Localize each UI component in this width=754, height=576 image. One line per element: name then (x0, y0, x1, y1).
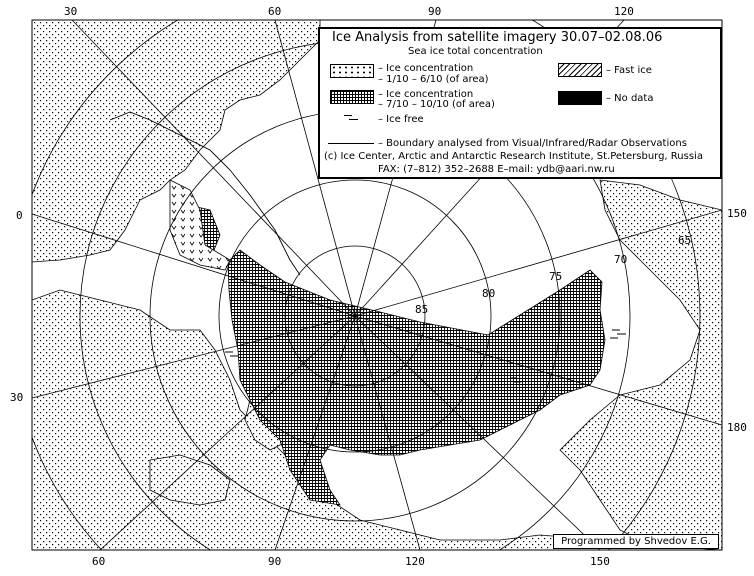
ice-high-label-1: – Ice concentration (378, 89, 474, 100)
frame-label-right-150: 150 (727, 207, 747, 220)
ice-low-concentration (170, 180, 230, 270)
lat-label-65: 65 (678, 234, 692, 247)
contact-line: FAX: (7–812) 352–2688 E–mail: ydb@aari.nw.ru (378, 164, 615, 175)
frame-label-right-180: 180 (727, 421, 747, 434)
frame-label-top-120: 120 (614, 5, 634, 18)
ice-free-symbol (344, 114, 358, 122)
frame-label-top-90: 90 (428, 5, 442, 18)
swatch-no-data (558, 91, 602, 105)
swatch-ice-high (330, 90, 374, 104)
legend-box (318, 27, 722, 179)
frame-label-bottom-90: 90 (268, 555, 282, 568)
lat-label-70: 70 (614, 253, 628, 266)
frame-label-top-30: 30 (64, 5, 78, 18)
ice-high-label-2: – 7/10 – 10/10 (of area) (378, 99, 495, 110)
credit-label: Programmed by Shvedov E.G. (553, 534, 719, 549)
boundary-line-symbol (328, 143, 374, 144)
ice-free-label: – Ice free (378, 114, 424, 125)
frame-label-top-60: 60 (268, 5, 282, 18)
frame-label-bottom-60: 60 (92, 555, 106, 568)
lat-label-75: 75 (549, 270, 563, 283)
frame-label-left-0: 0 (16, 209, 23, 222)
copyright-line: (c) Ice Center, Arctic and Antarctic Research Institute, St.Petersburg, Russia (324, 151, 703, 162)
no-data-label: – No data (606, 93, 654, 104)
ice-low-label-1: – Ice concentration (378, 63, 474, 74)
lat-label-85: 85 (415, 303, 429, 316)
fast-ice-label: – Fast ice (606, 65, 652, 76)
lat-label-80: 80 (482, 287, 496, 300)
frame-label-bottom-150: 150 (590, 555, 610, 568)
swatch-fast-ice (558, 63, 602, 77)
legend-subtitle: Sea ice total concentration (408, 46, 543, 57)
legend-title: Ice Analysis from satellite imagery 30.07–02.08.06 (332, 30, 663, 45)
frame-label-left-30: 30 (10, 391, 24, 404)
boundary-label: – Boundary analysed from Visual/Infrared/Radar Observations (378, 138, 687, 149)
swatch-ice-low (330, 64, 374, 78)
frame-label-bottom-120: 120 (405, 555, 425, 568)
ice-low-label-2: – 1/10 – 6/10 (of area) (378, 74, 489, 85)
